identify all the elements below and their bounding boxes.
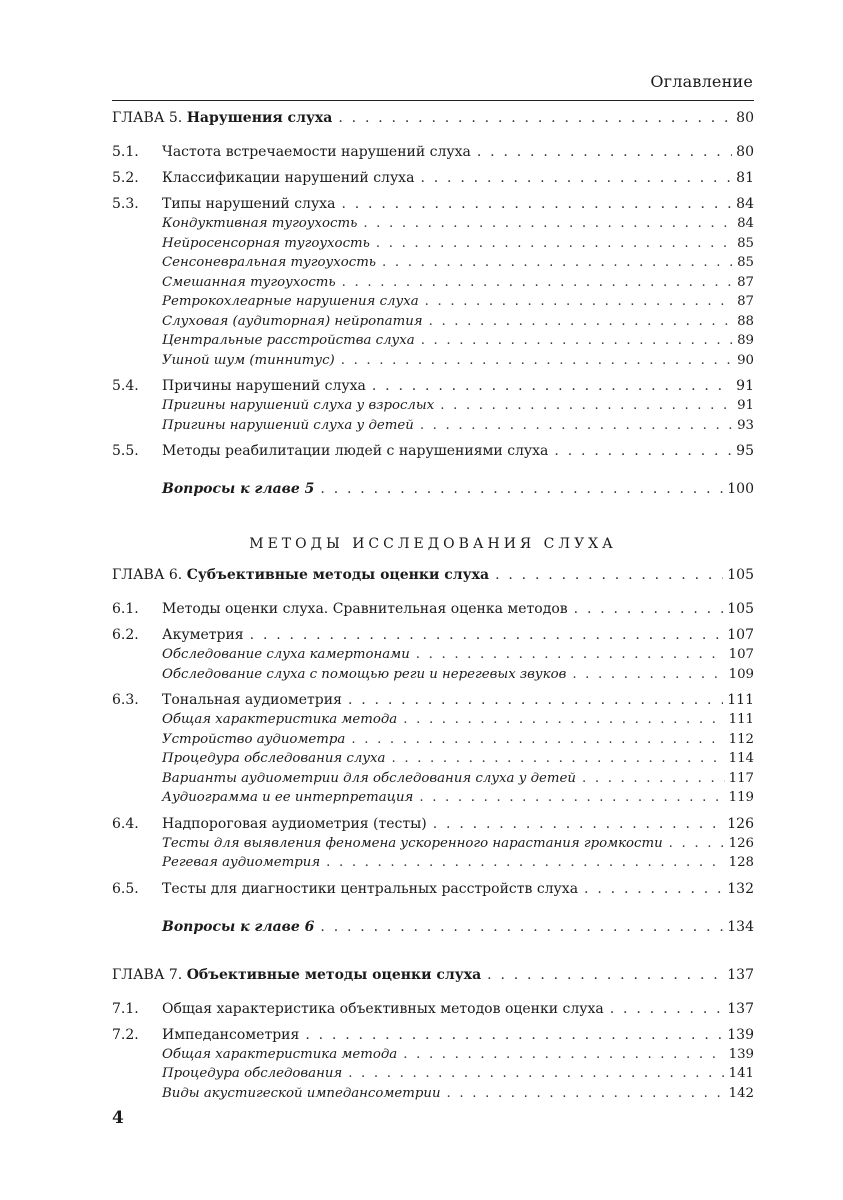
toc-page: 107: [727, 627, 754, 643]
toc-leader: [326, 855, 724, 870]
toc-section-5-2[interactable]: [112, 170, 754, 190]
toc-leader: [382, 255, 733, 270]
toc-page: 87: [737, 294, 754, 309]
toc-section-7-1[interactable]: [112, 1001, 754, 1021]
toc-page: 105: [727, 601, 754, 617]
toc-page: 117: [728, 770, 754, 786]
toc-leader: [372, 378, 732, 394]
toc-title: Тесты для выявления феномена ускоренного нарастания громкости: [162, 835, 663, 851]
toc-title: Процедура обследования: [162, 1066, 343, 1081]
toc-leader: [342, 275, 733, 290]
toc-section-5-4[interactable]: [112, 378, 754, 398]
toc-section-6-1[interactable]: [112, 601, 754, 621]
toc-title: Причины нарушений слуха: [162, 378, 366, 394]
toc-subsection[interactable]: [112, 855, 754, 875]
toc-title: Тесты для диагностики центральных расстройств слуха: [162, 880, 579, 897]
toc-number: 5.5.: [112, 443, 139, 459]
toc-title: Типы нарушений слуха: [162, 196, 336, 212]
toc-page: 111: [728, 712, 754, 727]
toc-title: Кондуктивная тугоухость: [162, 216, 358, 231]
toc-section-6-2[interactable]: [112, 627, 754, 647]
section-title: МЕТОДЫ ИССЛЕДОВАНИЯ СЛУХА: [249, 536, 617, 552]
toc-page: 85: [737, 235, 754, 251]
toc-page: 112: [728, 731, 754, 747]
toc-leader: [338, 110, 732, 126]
toc-title: Центральные расстройства слуха: [162, 333, 415, 348]
toc-number: 7.1.: [112, 1000, 139, 1017]
toc-page: 128: [728, 855, 754, 870]
toc-title: ГЛАВА 7. Объективные методы оценки слуха: [112, 966, 482, 983]
toc-leader: [495, 567, 723, 583]
toc-subsection[interactable]: [112, 275, 754, 295]
toc-leader: [420, 418, 733, 433]
toc-title: Варианты аудиометрии для обследования слуха у детей: [162, 770, 576, 786]
toc-title: Общая характеристика метода: [162, 712, 398, 727]
toc-leader: [425, 294, 733, 309]
toc-subsection[interactable]: [112, 732, 754, 752]
toc-page: 85: [737, 255, 754, 270]
toc-leader: [610, 1001, 724, 1017]
toc-section-5-3[interactable]: [112, 196, 754, 216]
toc-subsection[interactable]: [112, 294, 754, 314]
toc-subsection[interactable]: [112, 418, 754, 438]
toc-page: 139: [727, 1026, 754, 1043]
toc-page: 111: [727, 692, 754, 708]
toc-subsection[interactable]: [112, 255, 754, 275]
toc-number: 5.4.: [112, 378, 139, 394]
toc-leader: [584, 881, 723, 897]
toc-leader: [320, 481, 723, 497]
toc-page: 109: [728, 666, 754, 682]
toc-page: 107: [728, 647, 754, 662]
toc-number: 5.2.: [112, 170, 139, 186]
toc-page: 119: [728, 790, 754, 805]
toc-title: Частота встречаемости нарушений слуха: [162, 144, 471, 160]
toc-title: Виды акустигеской импедансометрии: [162, 1085, 441, 1101]
toc-leader: [320, 919, 723, 935]
toc-leader: [554, 443, 732, 459]
toc-title: Аудиограмма и ее интерпретация: [162, 790, 414, 805]
toc-page: 95: [736, 443, 754, 459]
header-rule: [112, 100, 754, 101]
toc-page: 137: [727, 966, 754, 983]
toc-title: Тональная аудиометрия: [162, 692, 342, 708]
toc-subsection[interactable]: [112, 1047, 754, 1067]
toc-title: Пригины нарушений слуха у детей: [162, 417, 414, 433]
toc-page: 89: [737, 333, 754, 348]
toc-title: Методы оценки слуха. Сравнительная оценка методов: [162, 601, 568, 617]
toc-title: Обследование слуха с помощью реги и нерегевых звуков: [162, 666, 567, 682]
toc-page: 114: [728, 751, 754, 766]
toc-subsection[interactable]: [112, 667, 754, 687]
toc-title: Обследование слуха камертонами: [162, 647, 410, 662]
toc-page: 100: [727, 481, 754, 497]
toc-title: Нейросенсорная тугоухость: [162, 235, 370, 251]
toc-page: 126: [727, 815, 754, 832]
toc-number: 7.2.: [112, 1026, 139, 1043]
toc-title: Вопросы к главе 6: [162, 918, 315, 935]
toc-title: Сенсоневральная тугоухость: [162, 255, 377, 270]
toc-title: Процедура обследования слуха: [162, 751, 386, 766]
toc-page: 80: [736, 110, 754, 126]
toc-number: 6.4.: [112, 815, 139, 832]
toc-leader: [429, 314, 733, 329]
toc-subsection[interactable]: [112, 216, 754, 236]
toc-number: 6.2.: [112, 627, 139, 643]
toc-leader: [351, 732, 724, 747]
toc-leader: [376, 236, 733, 251]
toc-page: 84: [736, 196, 754, 212]
running-head: Оглавление: [650, 72, 753, 91]
toc-leader: [403, 1047, 724, 1062]
toc-questions-6[interactable]: [112, 919, 754, 939]
toc-title: Регевая аудиометрия: [162, 855, 321, 870]
toc-title: Надпороговая аудиометрия (тесты): [162, 815, 427, 832]
toc-title: Смешанная тугоухость: [162, 274, 336, 290]
toc-leader: [341, 196, 732, 212]
toc-chapter-6[interactable]: [112, 567, 754, 591]
toc-subsection[interactable]: [112, 1086, 754, 1106]
toc-number: 5.1.: [112, 144, 139, 160]
toc-subsection[interactable]: [112, 751, 754, 771]
toc-page: 132: [727, 880, 754, 897]
toc-section-5-5[interactable]: [112, 443, 754, 463]
toc-title: Импедансометрия: [162, 1026, 300, 1043]
toc-page: 141: [728, 1066, 754, 1081]
toc-leader: [440, 398, 733, 413]
toc-number: 5.3.: [112, 196, 139, 212]
toc-section-6-5[interactable]: [112, 881, 754, 901]
toc-title: Устройство аудиометра: [162, 731, 346, 747]
toc-leader: [572, 667, 724, 682]
toc-title: Общая характеристика метода: [162, 1046, 398, 1062]
toc-page: 80: [736, 144, 754, 160]
toc-title: Методы реабилитации людей с нарушениями слуха: [162, 443, 549, 459]
toc-title: Классификации нарушений слуха: [162, 170, 415, 186]
toc-questions-5[interactable]: [112, 481, 754, 501]
toc-subsection[interactable]: [112, 712, 754, 732]
toc-title: Вопросы к главе 5: [162, 481, 315, 497]
toc-page: 87: [737, 274, 754, 290]
toc-subsection[interactable]: [112, 1066, 754, 1086]
toc-leader: [420, 170, 732, 186]
toc-chapter-5[interactable]: [112, 110, 754, 134]
toc-title: Пригины нарушений слуха у взрослых: [162, 398, 435, 413]
toc-leader: [433, 816, 724, 832]
toc-page: 81: [736, 170, 754, 186]
toc-subsection[interactable]: [112, 236, 754, 256]
toc-page: 134: [727, 918, 754, 935]
toc-leader: [348, 1066, 724, 1081]
toc-title: Слуховая (аудиторная) нейропатия: [162, 313, 423, 329]
toc-subsection[interactable]: [112, 353, 754, 373]
toc-leader: [416, 647, 725, 662]
toc-page: 139: [728, 1046, 754, 1062]
toc-page: 90: [737, 352, 754, 368]
toc-page: 91: [736, 378, 754, 394]
toc-leader: [487, 967, 723, 983]
toc-subsection[interactable]: [112, 333, 754, 353]
toc-leader: [363, 216, 733, 231]
toc-page: 105: [727, 567, 754, 583]
toc-leader: [447, 1086, 725, 1101]
toc-leader: [574, 601, 724, 617]
page-number: 4: [112, 1108, 124, 1128]
toc-leader: [250, 627, 724, 643]
toc-chapter-7[interactable]: [112, 967, 754, 991]
toc-section-6-3[interactable]: [112, 692, 754, 712]
toc-leader: [421, 333, 733, 348]
toc-leader: [669, 836, 725, 851]
toc-title: Ушной шум (тиннитус): [162, 352, 335, 368]
toc-section-6-4[interactable]: [112, 816, 754, 836]
toc-page: 137: [727, 1000, 754, 1017]
toc-leader: [419, 790, 724, 805]
toc-page: 91: [737, 398, 754, 413]
toc-page: 84: [737, 216, 754, 231]
toc-section-5-1[interactable]: [112, 144, 754, 164]
toc-subsection[interactable]: [112, 314, 754, 334]
toc-leader: [391, 751, 724, 766]
toc-number: 6.1.: [112, 601, 139, 617]
toc-subsection[interactable]: [112, 790, 754, 810]
toc-page: 93: [737, 417, 754, 433]
toc-title: Общая характеристика объективных методов оценки слуха: [162, 1000, 604, 1017]
toc-title: ГЛАВА 5. Нарушения слуха: [112, 110, 333, 126]
toc-leader: [348, 692, 723, 708]
toc-leader: [305, 1027, 723, 1043]
toc-leader: [341, 353, 733, 368]
toc-page: 142: [728, 1085, 754, 1101]
table-of-contents: [112, 110, 754, 1105]
toc-number: 6.5.: [112, 880, 139, 897]
toc-leader: [582, 771, 725, 786]
toc-number: 6.3.: [112, 692, 139, 708]
toc-subsection[interactable]: [112, 647, 754, 667]
toc-title: Акуметрия: [162, 627, 244, 643]
toc-page: 88: [737, 313, 754, 329]
toc-subsection[interactable]: [112, 836, 754, 856]
toc-subsection[interactable]: [112, 398, 754, 418]
toc-title: Ретрокохлеарные нарушения слуха: [162, 294, 419, 309]
toc-page: 126: [728, 835, 754, 851]
toc-leader: [403, 712, 724, 727]
toc-leader: [477, 144, 732, 160]
toc-section-7-2[interactable]: [112, 1027, 754, 1047]
toc-title: ГЛАВА 6. Субъективные методы оценки слуха: [112, 567, 490, 583]
toc-subsection[interactable]: [112, 771, 754, 791]
